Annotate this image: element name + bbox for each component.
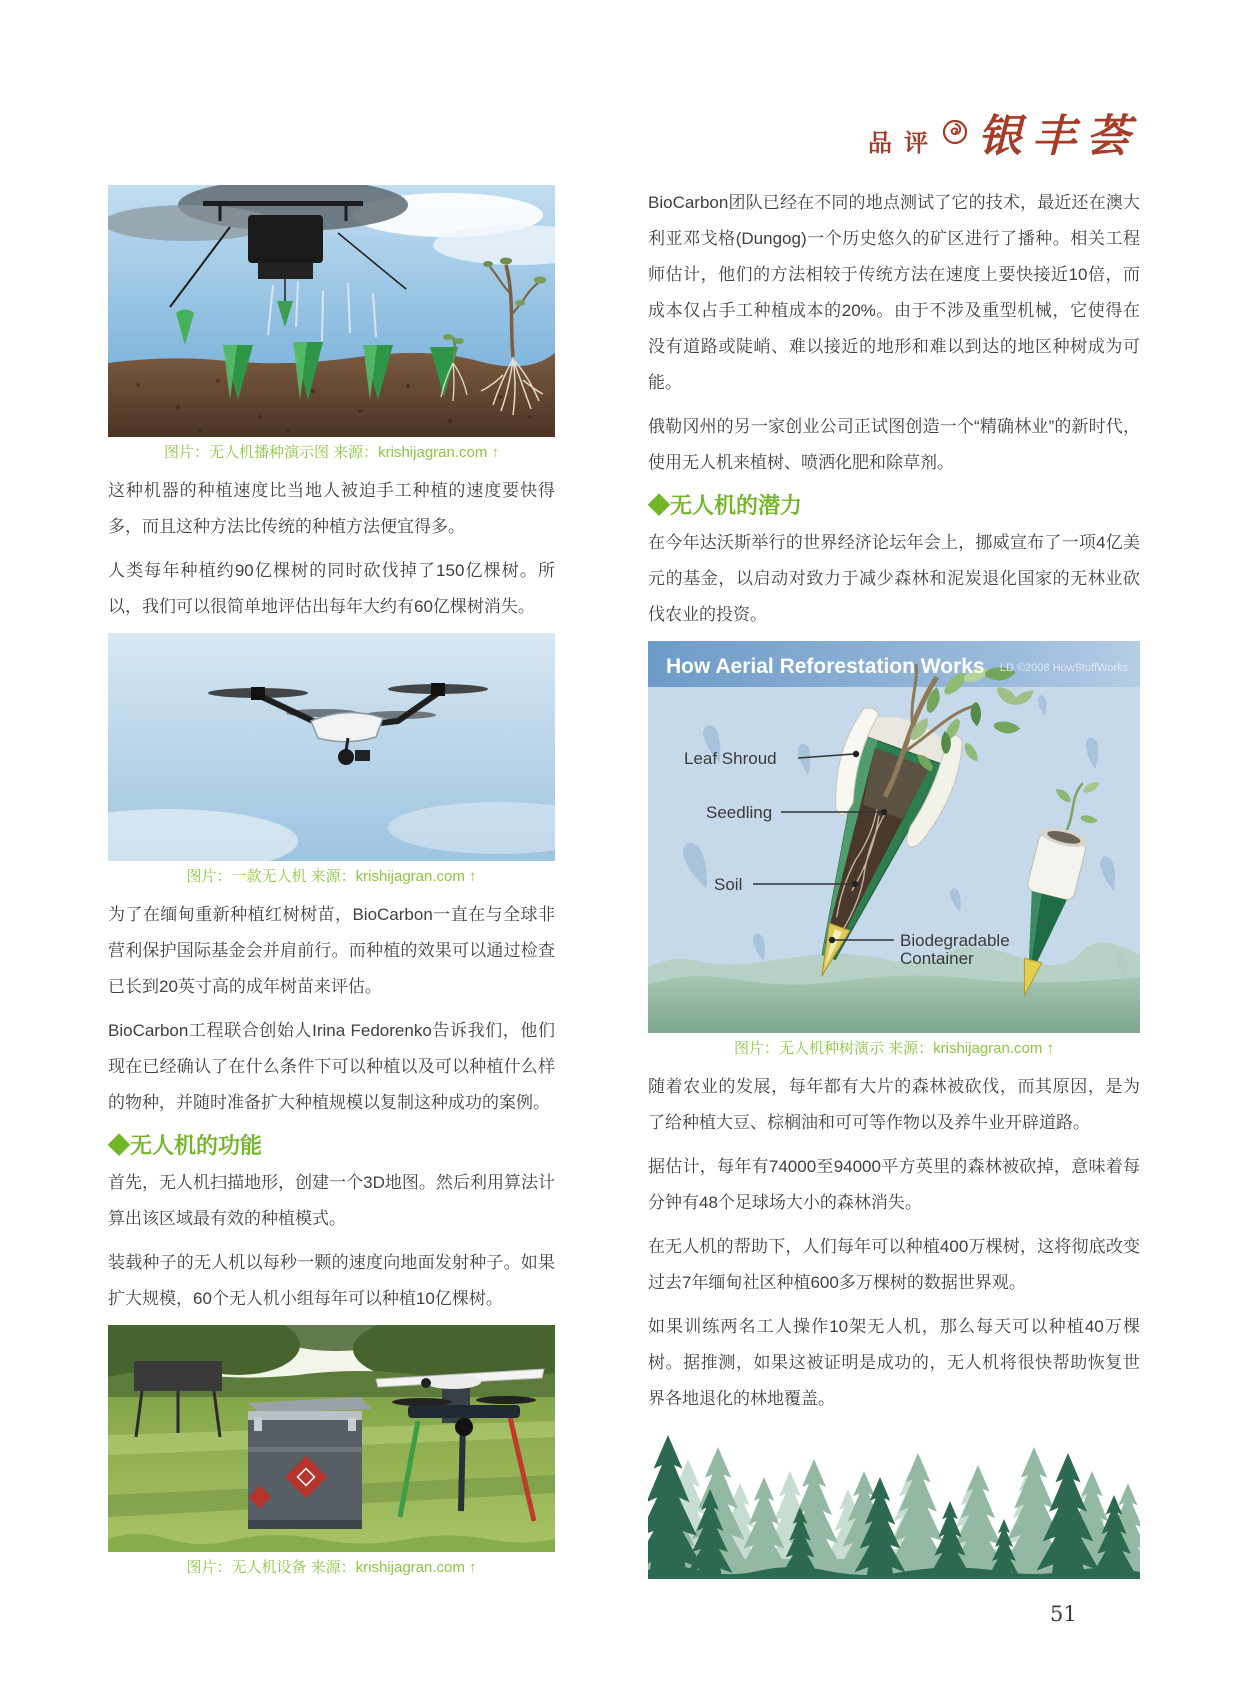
- paragraph: 随着农业的发展，每年都有大片的森林被砍伐，而其原因，是为了给种植大豆、棕榈油和可可等作物以及养牛业开辟道路。: [648, 1077, 1140, 1132]
- left-column: [108, 185, 555, 1588]
- caption-infographic: 图片：无人机种树演示 来源：krishijagran.com ↑: [733, 1040, 1055, 1057]
- masthead-section-label: 品评: [868, 128, 940, 157]
- label-leaf-shroud: Leaf Shroud: [684, 749, 777, 768]
- paragraph: 俄勒冈州的另一家创业公司正试图创造一个“精确林业”的新时代，使用无人机来植树、喷洒化肥和除草剂。: [648, 417, 1140, 472]
- figure-drone-seeding: [108, 185, 555, 464]
- forest-illustration: [648, 1431, 1140, 1579]
- label-seedling: Seedling: [706, 803, 773, 822]
- paragraph: 如果训练两名工人操作10架无人机，那么每天可以种植40万棵树。据推测，如果这被证明是成功的，无人机将很快帮助恢复世界各地退化的林地覆盖。: [648, 1317, 1140, 1408]
- paragraph: 这种机器的种植速度比当地人被迫手工种植的速度要快得多，而且这种方法比传统的种植方法便宜得多。: [108, 481, 555, 536]
- swirl-logo-icon: [942, 119, 968, 145]
- paragraph: 在今年达沃斯举行的世界经济论坛年会上，挪威宣布了一项4亿美元的基金，以启动对致力于减少森林和泥炭退化国家的无林业砍伐农业的投资。: [648, 533, 1140, 624]
- paragraph: 人类每年种植约90亿棵树的同时砍伐掉了150亿棵树。所以，我们可以很简单地评估出每年大约有60亿棵树消失。: [108, 561, 555, 616]
- label-container: Container: [900, 949, 974, 968]
- figure-quadcopter: [108, 633, 555, 888]
- equipment-case: [248, 1397, 372, 1529]
- infographic-credit: LD ©2008 HowStuffWorks: [999, 662, 1128, 674]
- infographic-title: How Aerial Reforestation Works: [666, 655, 985, 678]
- page-number: 51: [1050, 1602, 1077, 1626]
- right-column: [648, 185, 1140, 1579]
- figure-reforestation-infographic: [648, 641, 1140, 1060]
- figure-drone-equipment: [108, 1325, 555, 1579]
- quadcopter-photo: [108, 633, 555, 861]
- soil: [108, 353, 555, 437]
- foreground-hills: [648, 975, 1140, 1033]
- paragraph: 为了在缅甸重新种植红树树苗，BioCarbon一直在与全球非营利保护国际基金会并肩前行。而种植的效果可以通过检查已长到20英寸高的成年树苗来评估。: [108, 905, 555, 996]
- caption-drone-seeding: 图片：无人机播种演示图 来源：krishijagran.com ↑: [163, 444, 500, 461]
- paragraph: 据估计，每年有74000至94000平方英里的森林被砍掉，意味着每分钟有48个足球场大小的森林消失。: [648, 1157, 1140, 1212]
- paragraph: BioCarbon团队已经在不同的地点测试了它的技术，最近还在澳大利亚邓戈格(Dungog)一个历史悠久的矿区进行了播种。相关工程师估计，他们的方法相较于传统方法在速度上要快接近10倍，而成本仅占手工种植成本的20%。由于不涉及重型机械，它使得在没有道路或陡峭、难以接近的地形和难以到达的地区种树成为可能。: [648, 193, 1140, 392]
- masthead: [868, 100, 1140, 164]
- paragraph: BioCarbon工程联合创始人Irina Fedorenko告诉我们，他们现在已经确认了在什么条件下可以种植以及可以种植什么样的物种，并随时准备扩大种植规模以复制这种成功的案例。: [108, 1021, 555, 1112]
- caption-quadcopter: 图片：一款无人机 来源：krishijagran.com ↑: [186, 868, 477, 885]
- section-heading-drone-functions: ◆无人机的功能: [108, 1133, 263, 1158]
- label-biodegradable: Biodegradable: [900, 931, 1010, 950]
- label-soil: Soil: [714, 875, 743, 894]
- caption-drone-equipment: 图片：无人机设备 来源：krishijagran.com ↑: [186, 1559, 477, 1576]
- section-heading-drone-potential: ◆无人机的潜力: [648, 493, 803, 518]
- paragraph: 在无人机的帮助下，人们每年可以种植400万棵树，这将彻底改变过去7年缅甸社区种植600多万棵树的数据世界观。: [648, 1237, 1140, 1292]
- figure-forest: [648, 1431, 1140, 1579]
- paragraph: 装载种子的无人机以每秒一颗的速度向地面发射种子。如果扩大规模，60个无人机小组每年可以种植10亿棵树。: [108, 1253, 555, 1308]
- paragraph: 首先，无人机扫描地形，创建一个3D地图。然后利用算法计算出该区域最有效的种植模式。: [108, 1173, 555, 1228]
- drone-equipment-photo: [108, 1325, 555, 1552]
- drone-seeding-photo: [108, 185, 555, 437]
- masthead-brand-name: 银丰荟: [978, 111, 1140, 162]
- aerial-reforestation-infographic: [648, 641, 1140, 1033]
